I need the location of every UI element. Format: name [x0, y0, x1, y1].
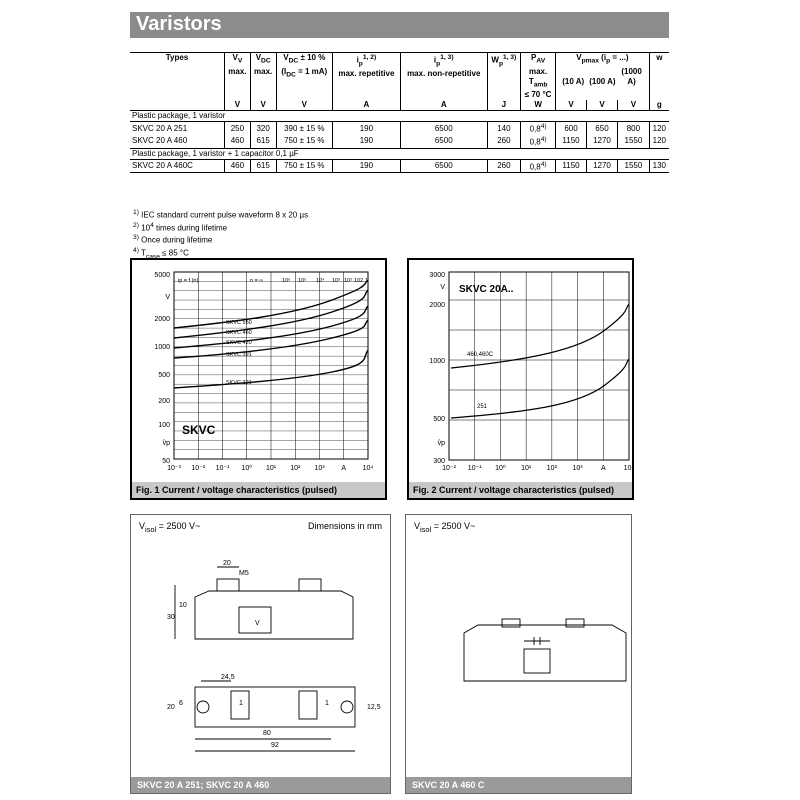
x-tick-label: 10⁻¹: [467, 465, 482, 472]
footnote: $^{4)}$ $T_{case} \le 85$ °C: [133, 246, 189, 261]
section-title: Varistors: [136, 13, 222, 35]
footnote: $^{1)}$ IEC standard current pulse waveform 8 x 20 µs: [133, 209, 309, 220]
dimension-label: 6: [179, 700, 183, 707]
y-tick-label: 5000: [154, 272, 170, 279]
dimension-label: 10: [179, 602, 187, 609]
dimension-label: 20: [167, 704, 175, 711]
curve-label: 1: [365, 278, 369, 284]
x-tick-label: 10³: [314, 465, 325, 472]
y-tick-label: 2000: [429, 302, 445, 309]
x-tick-label: 10⁻¹: [215, 465, 230, 472]
x-tick-label: 10⁰: [495, 465, 506, 472]
x-tick-label: 10¹: [521, 465, 532, 472]
series-label-251: 251: [477, 404, 488, 410]
col-ip-rep: $i_p^{1, 2)}$ max. repetitive: [333, 53, 401, 101]
dimension-label: 92: [271, 742, 279, 749]
x-tick-label: 10⁻³: [167, 465, 181, 472]
col-w: w: [649, 53, 669, 101]
curve-label: 10²: [344, 278, 352, 284]
curve-label: 10⁴: [316, 278, 325, 284]
x-tick-label: A: [600, 465, 606, 472]
section-label: Plastic package, 1 varistor + 1 capacitor 0,1 µF: [132, 148, 299, 158]
section-header: [130, 12, 669, 38]
y-tick-label: 100: [158, 422, 170, 429]
dimension-drawing-1: [130, 514, 391, 794]
dimension-label: V: [255, 620, 260, 627]
y-tick-label: 1000: [154, 344, 170, 351]
curve-label: 10⁶: [282, 278, 291, 284]
y-tick-label: v̂p: [162, 440, 170, 447]
col-vpmax: $V_{pmax}$ ($i_p$ = ...) (10 A) (100 A)(1000 A): [556, 53, 649, 101]
footnotes: [133, 208, 308, 262]
dimension-label: 24,5: [221, 674, 235, 681]
curve-label: n = ∞: [250, 278, 264, 284]
y-tick-label: 2000: [154, 316, 170, 323]
dimension-drawing-2: [405, 514, 632, 794]
curve-label: 10⁵: [298, 278, 307, 284]
curve-label: ip = f (n): [178, 278, 199, 284]
y-tick-label: 200: [158, 398, 170, 405]
curve-label: 10: [354, 278, 361, 284]
footnote: $^{2)}$ $10^4$ times during lifetime: [133, 221, 228, 233]
figure-1-caption: Fig. 1 Current / voltage characteristics (pulsed): [132, 482, 385, 498]
col-wp: $W_p^{1, 3)}$: [487, 53, 520, 101]
y-tick-label: V: [440, 284, 445, 291]
y-tick-label: 1000: [429, 358, 445, 365]
figure-1-brand: SKVC: [182, 423, 216, 437]
table-row: SKVC 20 A 251 250 320 390 ± 15 % 190 6500 140 0,8$^{4)}$ 600 650 800 120: [130, 122, 669, 135]
y-tick-label: V: [165, 294, 170, 301]
dimension-label: 12,5: [367, 704, 381, 711]
figure-2-title: SKVC 20A..: [459, 284, 514, 295]
x-tick-label: 10⁴: [362, 465, 374, 472]
dimension-label: 30: [167, 614, 175, 621]
curve-label: SKVC 460: [226, 330, 252, 336]
x-tick-label: A: [341, 465, 347, 472]
dimension-label: 20: [223, 560, 231, 567]
y-tick-label: 50: [162, 458, 170, 465]
curve-label: SKVC 221: [226, 380, 252, 386]
table-row: SKVC 20 A 460C 460 615 750 ± 15 % 190 6500 260 0,8$^{4)}$ 1150 1270 1550 130: [130, 159, 669, 173]
isolation-voltage: $V_{isol} = 2500$ V~: [139, 521, 201, 534]
figure-2: [407, 258, 634, 500]
section-label: Plastic package, 1 varistor: [132, 111, 226, 121]
series-label-460: 460,460C: [467, 352, 494, 358]
dimension-2-caption: SKVC 20 A 460 C: [406, 777, 631, 793]
y-tick-label: 300: [433, 458, 445, 465]
curve-label: SKVC 391: [226, 352, 252, 358]
x-tick-label: 10⁴: [623, 465, 635, 472]
x-tick-label: 10⁰: [241, 465, 253, 472]
curve-label: 2: [360, 278, 364, 284]
figure-1: [130, 258, 387, 500]
dimension-drawing-2-svg: [406, 515, 631, 775]
spec-table: [130, 52, 669, 173]
dimension-label: 80: [263, 730, 271, 737]
dimension-drawing-1-svg: [131, 515, 390, 775]
dimension-label: 1: [239, 700, 243, 707]
figure-2-plot: [409, 260, 635, 480]
dimension-label: M5: [239, 570, 249, 577]
col-ip-nonrep: $i_p^{1, 3)}$ max. non-repetitive: [400, 53, 487, 101]
col-vdc: $V_{DC}$ max.: [250, 53, 276, 101]
units-row: V V V A A J W V V V g: [130, 100, 669, 111]
dimension-label: 1: [325, 700, 329, 707]
curve-label: SKVC 550: [226, 320, 252, 326]
x-tick-label: 10⁻²: [191, 465, 206, 472]
figure-2-caption: Fig. 2 Current / voltage characteristics (pulsed): [409, 482, 632, 498]
figure-1-plot: [132, 260, 385, 480]
y-tick-label: v̂p: [437, 440, 445, 447]
col-pav: $P_{AV}$ max. $T_{amb}$ ≤ 70 °C: [521, 53, 556, 101]
x-tick-label: 10⁻²: [442, 465, 456, 472]
dimensions-unit: Dimensions in mm: [307, 521, 382, 531]
y-tick-label: 500: [158, 372, 170, 379]
col-vdc-tol: $V_{DC} \pm 10$ % ($I_{DC} = 1$ mA): [276, 53, 332, 101]
y-tick-label: 500: [433, 416, 445, 423]
dimension-1-caption: SKVC 20 A 251; SKVC 20 A 460: [131, 777, 390, 793]
x-tick-label: 10¹: [265, 465, 277, 472]
curve-label: 10³: [332, 278, 340, 284]
col-vv: $V_V$ max.: [225, 53, 251, 101]
curve-label: SKVC 420: [226, 340, 252, 346]
col-types: Types: [165, 53, 189, 62]
x-tick-label: 10²: [290, 465, 301, 472]
isolation-voltage: $V_{isol} = 2500$ V~: [414, 521, 476, 534]
y-tick-label: 3000: [429, 272, 445, 279]
table-row: SKVC 20 A 460 460 615 750 ± 15 % 190 6500 260 0,8$^{4)}$ 1150 1270 1550 120: [130, 135, 669, 148]
footnote: $^{3)}$ Once during lifetime: [133, 234, 213, 245]
x-tick-label: 10²: [546, 465, 557, 472]
x-tick-label: 10³: [572, 465, 583, 472]
